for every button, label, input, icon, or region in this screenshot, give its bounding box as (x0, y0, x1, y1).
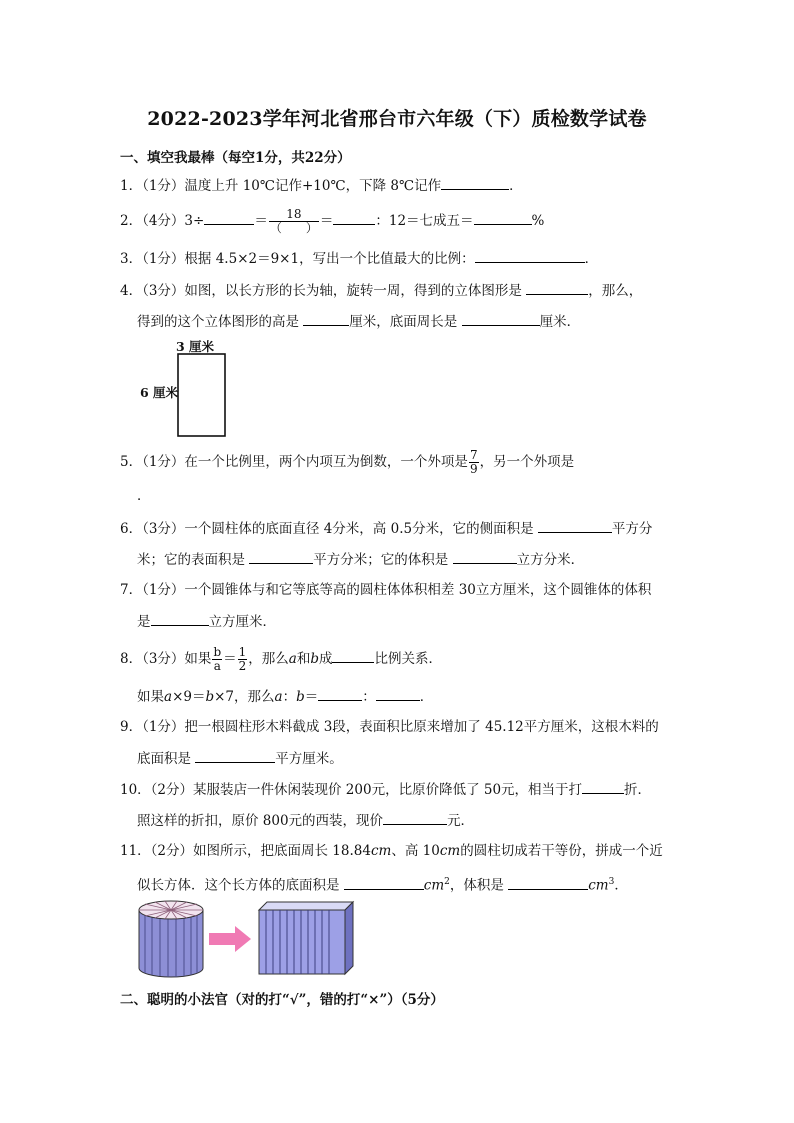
question-11-line-1: 11．（2分）如图所示，把底面周长 18.84cm、高 10cm的圆柱切成若干等份，拼成一个近 (120, 843, 663, 859)
question-4-line-1: 4．（3分）如图，以长方形的长为轴，旋转一周，得到的立体图形是 ，那么， (120, 280, 642, 301)
question-6-line-2: 米；它的表面积是 平方分米；它的体积是 立方分米． (137, 549, 584, 570)
fraction: $\frac{18}{( )}$ (269, 207, 318, 235)
right-arrow-icon (209, 926, 251, 952)
answer-blank[interactable] (332, 648, 374, 663)
question-7-line-2: 是 立方厘米． (137, 611, 276, 632)
cylinder-to-cuboid-figure (135, 896, 365, 980)
question-8-line-1: 8．（3分）如果 $\frac{b}{a}$ ＝ $\frac{1}{2}$ ，那么a和b成 比例关系． (120, 645, 442, 673)
answer-blank[interactable] (249, 549, 313, 564)
answer-blank[interactable] (462, 311, 540, 326)
question-5-line-2: ． (137, 488, 151, 504)
rectangle-shape (178, 354, 225, 436)
answer-blank[interactable] (526, 280, 588, 295)
section-2-heading: 二、聪明的小法官（对的打“√”，错的打“×”）（5分） (120, 992, 444, 1008)
answer-blank[interactable] (453, 549, 517, 564)
question-5: 5．（1分）在一个比例里，两个内项互为倒数，一个外项是 $\frac{7}{9}$ ，另一个外项是 (120, 448, 575, 476)
answer-blank[interactable] (333, 210, 375, 225)
question-1: 1．（1分）温度上升 10℃记作+10℃，下降 8℃记作 ． (120, 175, 523, 196)
question-9-line-1: 9．（1分）把一根圆柱形木料截成 3段，表面积比原来增加了 45.12平方厘米，这根木料的 (120, 719, 659, 735)
answer-blank[interactable] (344, 875, 424, 890)
answer-blank[interactable] (508, 875, 588, 890)
answer-blank[interactable] (376, 686, 420, 701)
rectangle-figure (138, 336, 248, 440)
answer-blank[interactable] (538, 518, 612, 533)
cylinder-cuboid-diagram (135, 896, 365, 980)
section-1-heading: 一、填空我最棒（每空1分，共22分） (120, 150, 351, 166)
question-10-line-1: 10．（2分）某服装店一件休闲装现价 200元，比原价降低了 50元，相当于打 折． (120, 779, 651, 800)
answer-blank[interactable] (151, 611, 209, 626)
cylinder-icon (139, 901, 203, 977)
answer-blank[interactable] (303, 311, 349, 326)
question-10-line-2: 照这样的折扣，原价 800元的西装，现价 元． (137, 810, 474, 831)
answer-blank[interactable] (195, 748, 275, 763)
cuboid-icon (259, 902, 353, 974)
answer-blank[interactable] (582, 779, 624, 794)
answer-blank[interactable] (204, 210, 254, 225)
fraction: $\frac{1}{2}$ (238, 645, 247, 673)
rectangle-width-label: 3 厘米 (176, 339, 215, 354)
answer-blank[interactable] (383, 810, 447, 825)
question-6-line-1: 6．（3分）一个圆柱体的底面直径 4分米，高 0.5分米，它的侧面积是 平方分 (120, 518, 652, 539)
question-11-line-2: 似长方体．这个长方体的底面积是 $cm^2$，体积是 $cm^3$． (137, 872, 628, 896)
answer-blank[interactable] (318, 686, 362, 701)
answer-blank[interactable] (474, 210, 532, 225)
rectangle-length-label: 6 厘米 (140, 385, 179, 400)
question-8-line-2: 如果a×9＝b×7，那么a：b＝ ： ． (137, 686, 433, 707)
question-7-line-1: 7．（1分）一个圆锥体与和它等底等高的圆柱体体积相差 30立方厘米，这个圆锥体的体积 (120, 582, 652, 598)
question-3: 3．（1分）根据 4.5×2＝9×1，写出一个比值最大的比例： ． (120, 248, 598, 269)
answer-blank[interactable] (475, 248, 585, 263)
page-title: 2022-2023学年河北省邢台市六年级（下）质检数学试卷 (147, 108, 647, 130)
question-9-line-2: 底面积是 平方厘米。 (137, 748, 343, 769)
answer-blank[interactable] (441, 175, 509, 190)
question-2: 2．（4分）3÷ ＝ $\frac{18}{( )}$ ＝ ：12＝七成五＝ % (120, 207, 545, 235)
fraction: $\frac{7}{9}$ (469, 448, 478, 476)
fraction: $\frac{b}{a}$ (213, 645, 222, 673)
question-4-line-2: 得到的这个立体图形的高是 厘米，底面周长是 厘米． (137, 311, 580, 332)
